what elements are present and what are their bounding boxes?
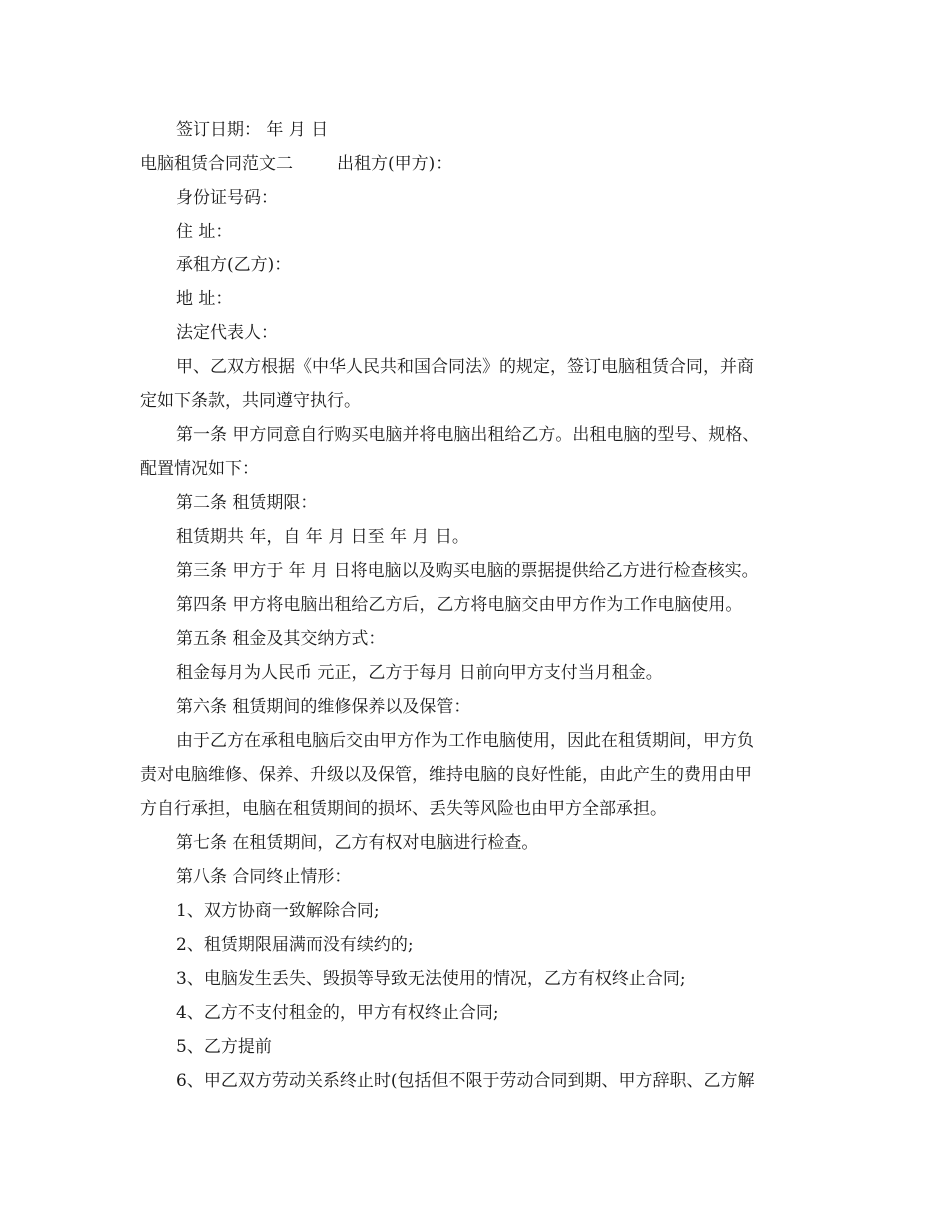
article-1-line-1: 第一条 甲方同意自行购买电脑并将电脑出租给乙方。出租电脑的型号、规格、 — [176, 425, 760, 445]
article-6-heading: 第六条 租赁期间的维修保养以及保管： — [176, 697, 471, 717]
termination-item-3: 3、电脑发生丢失、毁损等导致无法使用的情况，乙方有权终止合同; — [176, 969, 686, 989]
article-5-text: 租金每月为人民币 元正，乙方于每月 日前向甲方支付当月租金。 — [176, 663, 663, 683]
lessor-label: 出租方(甲方)： — [337, 154, 453, 174]
article-4-text: 第四条 甲方将电脑出租给乙方后，乙方将电脑交由甲方作为工作电脑使用。 — [176, 595, 743, 615]
article-1-line-2: 配置情况如下： — [140, 459, 259, 479]
lessee-label: 承租方(乙方)： — [176, 255, 292, 275]
article-5-heading: 第五条 租金及其交纳方式： — [176, 629, 386, 649]
termination-item-2: 2、租赁期限届满而没有续约的; — [176, 935, 414, 955]
signing-date: 签订日期： 年 月 日 — [176, 120, 329, 140]
article-3-text: 第三条 甲方于 年 月 日将电脑以及购买电脑的票据提供给乙方进行检查核实。 — [176, 561, 759, 581]
article-6-line-2: 责对电脑维修、保养、升级以及保管，维持电脑的良好性能，由此产生的费用由甲 — [140, 765, 752, 785]
address-label: 地 址： — [176, 289, 233, 309]
termination-item-4: 4、乙方不支付租金的，甲方有权终止合同; — [176, 1003, 499, 1023]
article-2-heading: 第二条 租赁期限： — [176, 493, 318, 513]
legal-representative-label: 法定代表人： — [176, 323, 278, 343]
termination-item-6: 6、甲乙双方劳动关系终止时(包括但不限于劳动合同到期、甲方辞职、乙方解 — [176, 1071, 755, 1091]
article-6-line-1: 由于乙方在承租电脑后交由甲方作为工作电脑使用，因此在租赁期间，甲方负 — [176, 731, 754, 751]
article-2-text: 租赁期共 年，自 年 月 日至 年 月 日。 — [176, 527, 469, 547]
article-6-line-3: 方自行承担，电脑在租赁期间的损坏、丢失等风险也由甲方全部承担。 — [140, 799, 667, 819]
document-title-line — [140, 153, 840, 175]
document-title: 电脑租赁合同范文二 — [140, 154, 293, 174]
preamble-line-1: 甲、乙双方根据《中华人民共和国合同法》的规定，签订电脑租赁合同，并商 — [176, 357, 754, 377]
termination-item-1: 1、双方协商一致解除合同; — [176, 901, 380, 921]
residence-label: 住 址： — [176, 222, 233, 242]
id-number-label: 身份证号码： — [176, 188, 278, 208]
preamble-line-2: 定如下条款，共同遵守执行。 — [140, 391, 361, 411]
article-8-heading: 第八条 合同终止情形： — [176, 867, 352, 887]
article-7-text: 第七条 在租赁期间，乙方有权对电脑进行检查。 — [176, 833, 539, 853]
termination-item-5: 5、乙方提前 — [176, 1037, 272, 1057]
